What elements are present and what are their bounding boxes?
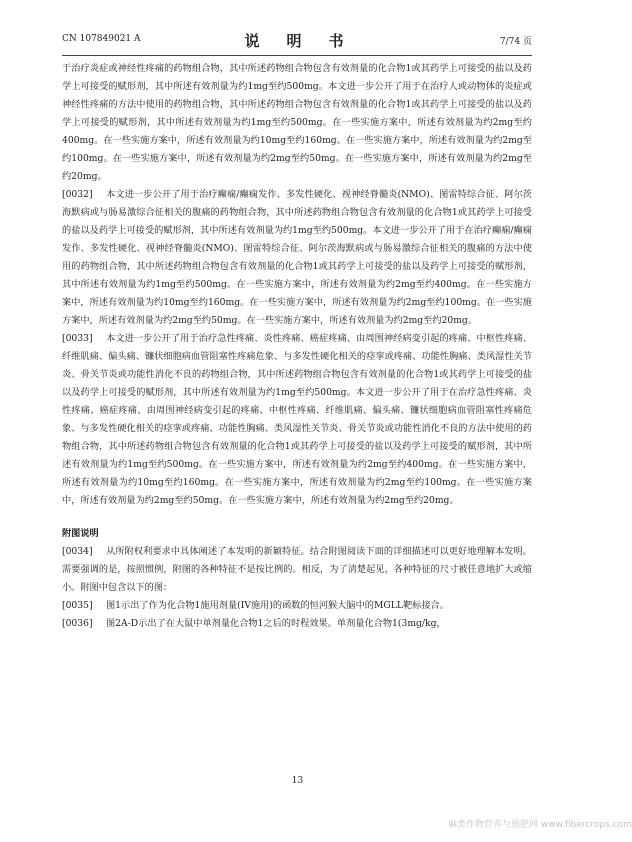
page-reference: 7/74 页 [499, 37, 532, 47]
watermark: 麻类作物营养与施肥网 www.fibercrops.com [448, 820, 632, 830]
paragraph-text: 本文进一步公开了用于治疗急性疼痛、炎性疼痛、癌症疼痛、由周围神经病变引起的疼痛、中枢性疼痛、纤维肌痛、偏头痛、镰状细胞病血管阻塞性疼痛危象、与多发性硬化相关的痉挛或疼痛、功能性胸痛、类风湿性关节炎、骨关节炎或功能性消化不良的药物组合物，其中所述药物组合物包含有效剂量的化合物1或其药学上可接受的盐以及药学上可接受的赋形剂，其中所述有效剂量为约1mg至约500mg。本文进一步公开了用于在治疗急性疼痛、炎性疼痛、癌症疼痛、由周围神经病变引起的疼痛、中枢性疼痛、纤维肌痛、偏头痛、镰状细胞病血管阻塞性疼痛危象、与多发性硬化相关的痉挛或疼痛、功能性胸痛、类风湿性关节炎、骨关节炎或功能性消化不良的方法中使用的药物组合物，其中所述药物组合物包含有效剂量的化合物1或其药学上可接受的盐以及药学上可接受的赋形剂，其中所述有效剂量为约1mg至约500mg。在一些实施方案中，所述有效剂量为约2mg至约400mg。在一些实施方案中，所述有效剂量为约10mg至约160mg。在一些实施方案中，所述有效剂量为约2mg至约100mg。在一些实施方案中，所述有效剂量为约2mg至约50mg。在一些实施方案中，所述有效剂量为约2mg至约20mg。 [62, 333, 532, 506]
paragraph-0035 [62, 597, 532, 615]
paragraph-text: 从所附权利要求中具体阐述了本发明的新颖特征。结合附图阅读下面的详细描述可以更好地理解本发明。需要强调的是，按照惯例，附图的各种特征不是按比例的。相反，为了清楚起见，各种特征的尺寸被任意地扩大或缩小。附图中包含以下的图： [62, 546, 532, 593]
page-number: 13 [291, 776, 304, 786]
paragraph-text: 图1示出了作为化合物1施用剂量(IV施用)的函数的恒河猴大脑中的MGLL靶标接合。 [106, 600, 449, 611]
paragraph-text: 本文进一步公开了用于治疗癫痫/癫痫发作、多发性硬化、视神经脊髓炎(NMO)、图雷特综合征、阿尔茨海默病或与肠易激综合征相关的腹痛的药物组合物，其中所述药物组合物包含有效剂量的化合物1或其药学上可接受的盐以及药学上可接受的赋形剂，其中所述有效剂量为约1mg至约500mg。本文进一步公开了用于在治疗癫痫/癫痫发作、多发性硬化、视神经脊髓炎(NMO)、图雷特综合征、阿尔茨海默病或与肠易激综合征相关的腹痛的方法中使用的药物组合物，其中所述药物组合物包含有效剂量的化合物1或其药学上可接受的盐以及药学上可接受的赋形剂，其中所述有效剂量为约1mg至约500mg。在一些实施方案中，所述有效剂量为约2mg至约400mg。在一些实施方案中，所述有效剂量为约10mg至约160mg。在一些实施方案中，所述有效剂量为约2mg至约100mg。在一些实施方案中，所述有效剂量为约2mg至约50mg。在一些实施方案中，所述有效剂量为约2mg至约20mg。 [62, 189, 532, 326]
document-title: 说 明 书 [244, 32, 350, 50]
document-body [62, 60, 532, 633]
paragraph-0036 [62, 615, 532, 633]
paragraph-continued [62, 60, 532, 186]
paragraph-0033 [62, 330, 532, 510]
section-heading: 附图说明 [62, 528, 99, 539]
header-rule [62, 55, 532, 56]
paragraph-number: [0034] [62, 546, 93, 557]
page-header [62, 30, 532, 50]
paragraph-number: [0033] [62, 333, 93, 344]
paragraph-0032 [62, 186, 532, 330]
paragraph-number: [0036] [62, 618, 93, 629]
paragraph-0034 [62, 543, 532, 597]
paragraph-text: 于治疗炎症或神经性疼痛的药物组合物，其中所述药物组合物包含有效剂量的化合物1或其药学上可接受的盐以及药学上可接受的赋形剂，其中所述有效剂量为约1mg至约500mg。本文进一步公开了用于在治疗人或动物体的炎症或神经性疼痛的方法中使用的药物组合物，其中所述药物组合物包含有效剂量的化合物1或其药学上可接受的盐以及药学上可接受的赋形剂，其中所述有效剂量为约1mg至约500mg。在一些实施方案中，所述有效剂量为约2mg至约400mg。在一些实施方案中，所述有效剂量为约10mg至约160mg。在一些实施方案中，所述有效剂量为约2mg至约100mg。在一些实施方案中，所述有效剂量为约2mg至约50mg。在一些实施方案中，所述有效剂量为约2mg至约20mg。 [62, 63, 532, 182]
paragraph-text: 图2A-D示出了在大鼠中单剂量化合物1之后的时程效果。单剂量化合物1(3mg/kg， [106, 618, 446, 629]
paragraph-number: [0032] [62, 189, 93, 200]
paragraph-number: [0035] [62, 600, 93, 611]
publication-number: CN 107849021 A [62, 34, 141, 44]
